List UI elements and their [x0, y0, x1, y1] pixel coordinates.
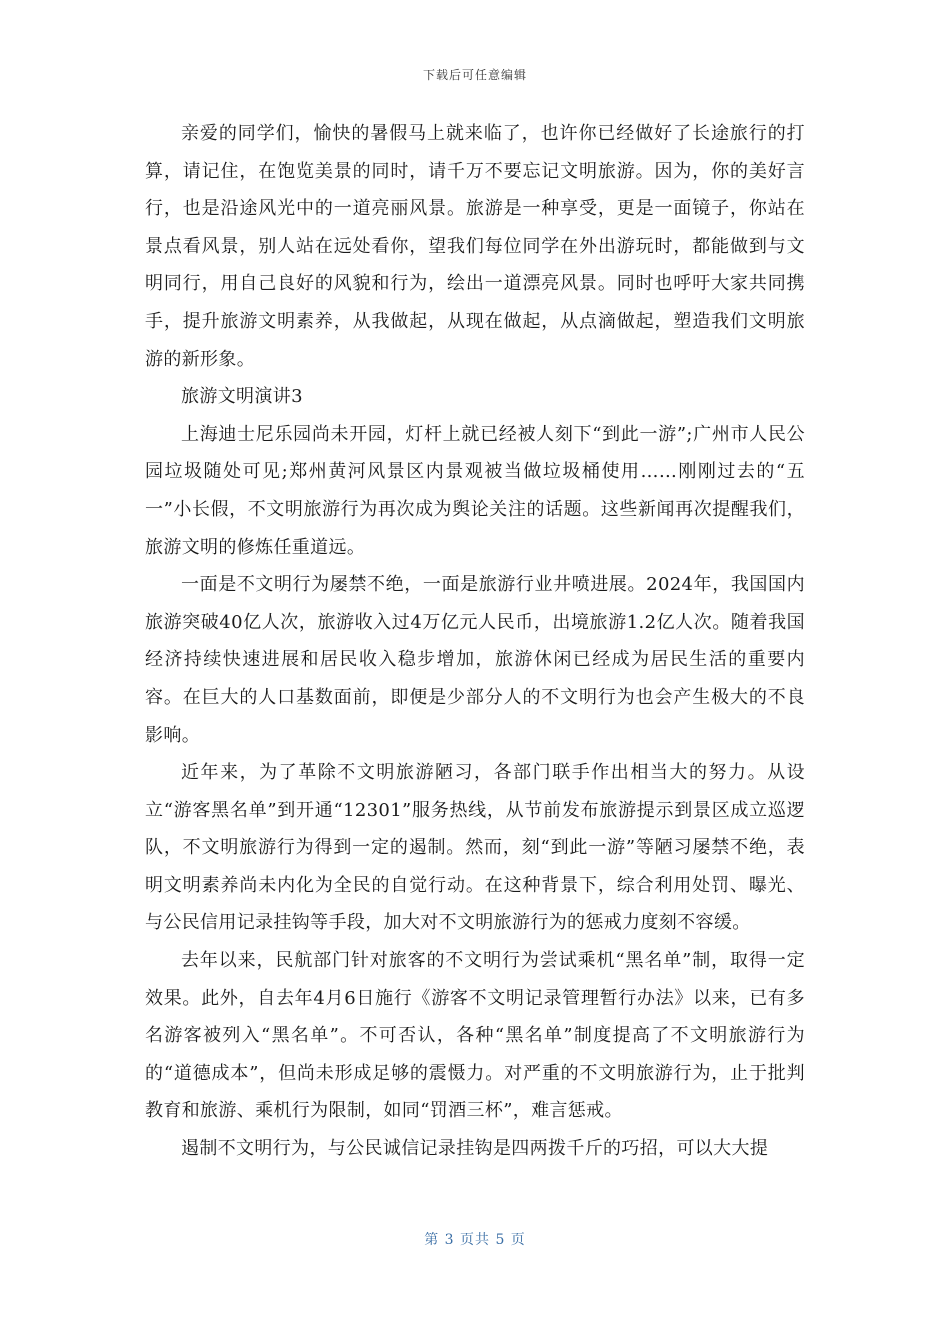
document-body	[145, 115, 805, 1168]
page-number: 第 3 页共 5 页	[424, 1232, 526, 1248]
paragraph: 亲爱的同学们，愉快的暑假马上就来临了，也许你已经做好了长途旅行的打算，请记住，在饱览美景的同时，请千万不要忘记文明旅游。因为，你的美好言行，也是沿途风光中的一道亮丽风景。旅游是一种享受，更是一面镜子，你站在景点看风景，别人站在远处看你，望我们每位同学在外出游玩时，都能做到与文明同行，用自己良好的风貌和行为，绘出一道漂亮风景。同时也呼吁大家共同携手，提升旅游文明素养，从我做起，从现在做起，从点滴做起，塑造我们文明旅游的新形象。	[145, 123, 805, 370]
section-heading: 旅游文明演讲3	[181, 386, 303, 408]
paragraph: 遏制不文明行为，与公民诚信记录挂钩是四两拨千斤的巧招，可以大大提	[181, 1138, 769, 1160]
paragraph: 上海迪士尼乐园尚未开园，灯杆上就已经被人刻下“到此一游”;广州市人民公园垃圾随处可见;郑州黄河风景区内景观被当做垃圾桶使用……刚刚过去的“五一”小长假，不文明旅游行为再次成为舆论关注的话题。这些新闻再次提醒我们，旅游文明的修炼任重道远。	[145, 423, 805, 558]
paragraph: 近年来，为了革除不文明旅游陋习，各部门联手作出相当大的努力。从设立“游客黑名单”到开通“12301”服务热线，从节前发布旅游提示到景区成立巡逻队，不文明旅游行为得到一定的遏制。然而，刻“到此一游”等陋习屡禁不绝，表明文明素养尚未内化为全民的自觉行动。在这种背景下，综合利用处罚、曝光、与公民信用记录挂钩等手段，加大对不文明旅游行为的惩戒力度刻不容缓。	[145, 762, 805, 934]
page-header: 下载后可任意编辑	[422, 68, 527, 82]
paragraph: 去年以来，民航部门针对旅客的不文明行为尝试乘机“黑名单”制，取得一定效果。此外，自去年4月6日施行《游客不文明记录管理暂行办法》以来，已有多名游客被列入“黑名单”。不可否认，各种“黑名单”制度提高了不文明旅游行为的“道德成本”，但尚未形成足够的震慑力。对严重的不文明旅游行为，止于批判教育和旅游、乘机行为限制，如同“罚酒三杯”，难言惩戒。	[145, 950, 805, 1122]
paragraph: 一面是不文明行为屡禁不绝，一面是旅游行业井喷进展。2024年，我国国内旅游突破40亿人次，旅游收入过4万亿元人民币，出境旅游1.2亿人次。随着我国经济持续快速进展和居民收入稳步增加，旅游休闲已经成为居民生活的重要内容。在巨大的人口基数面前，即便是少部分人的不文明行为也会产生极大的不良影响。	[145, 574, 805, 746]
